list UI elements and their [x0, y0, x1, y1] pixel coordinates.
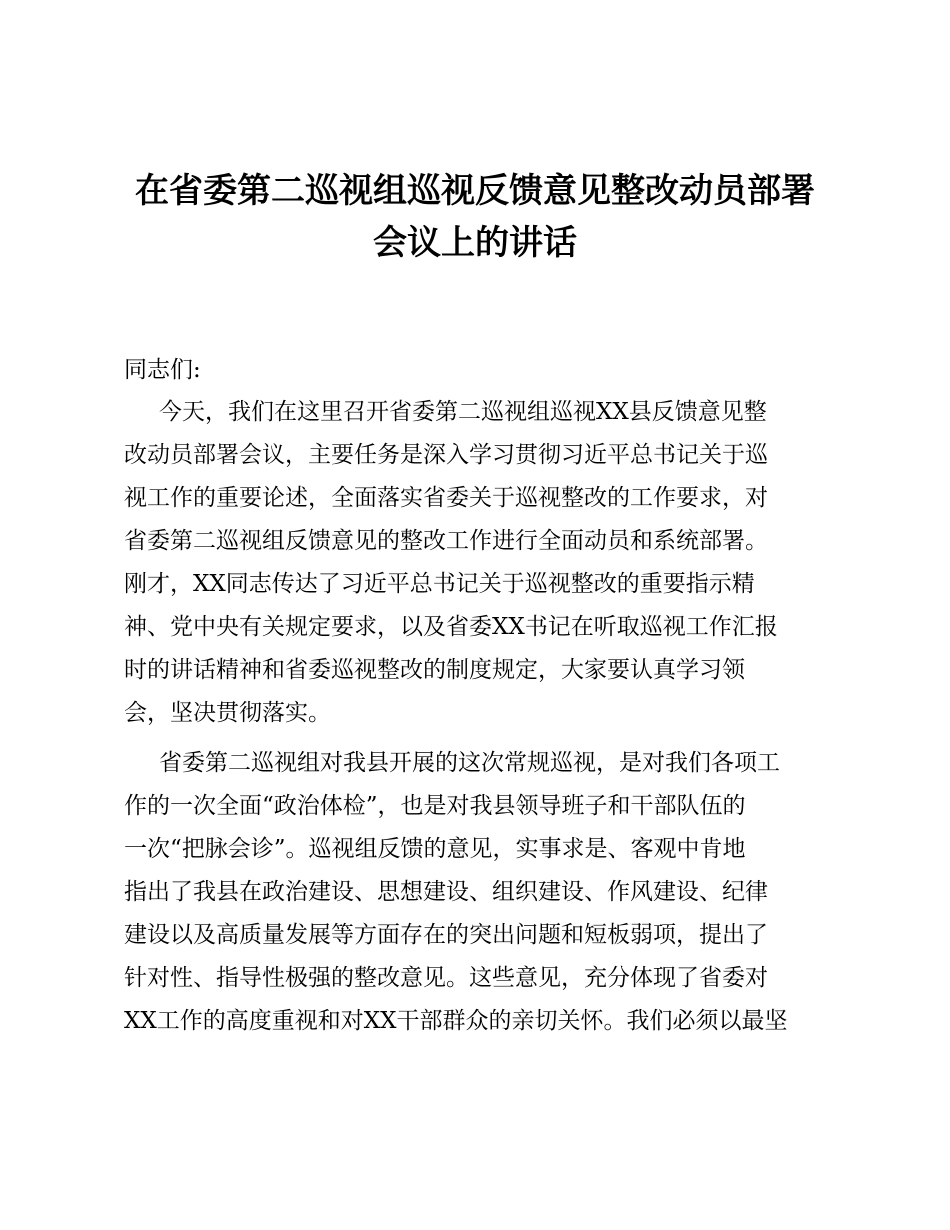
paragraph-line: 指出了我县在政治建设、思想建设、组织建设、作风建设、纪律 — [124, 879, 768, 905]
document-title-line-1: 在省委第二巡视组巡视反馈意见整改动员部署 — [135, 171, 815, 211]
document-title-line-2: 会议上的讲话 — [373, 223, 577, 263]
paragraph-line: 省委第二巡视组对我县开展的这次常规巡视，是对我们各项工 — [159, 750, 780, 776]
paragraph-line: 刚才，XX同志传达了习近平总书记关于巡视整改的重要指示精 — [124, 571, 755, 597]
paragraph-line: 针对性、指导性极强的整改意见。这些意见，充分体现了省委对 — [124, 965, 768, 991]
paragraph-line: 神、党中央有关规定要求，以及省委XX书记在听取巡视工作汇报 — [124, 614, 778, 640]
salutation: 同志们: — [124, 357, 201, 383]
paragraph-line: 一次“把脉会诊”。巡视组反馈的意见，实事求是、客观中肯地 — [124, 836, 746, 862]
paragraph-line: 视工作的重要论述，全面落实省委关于巡视整改的工作要求，对 — [124, 485, 768, 511]
paragraph-line: XX工作的高度重视和对XX干部群众的亲切关怀。我们必须以最坚 — [124, 1008, 788, 1034]
paragraph-line: 省委第二巡视组反馈意见的整改工作进行全面动员和系统部署。 — [124, 528, 768, 554]
paragraph-line: 今天，我们在这里召开省委第二巡视组巡视XX县反馈意见整 — [159, 399, 767, 425]
paragraph-line: 时的讲话精神和省委巡视整改的制度规定，大家要认真学习领 — [124, 657, 745, 683]
paragraph-line: 改动员部署会议，主要任务是深入学习贯彻习近平总书记关于巡 — [124, 442, 768, 468]
paragraph-line: 会，坚决贯彻落实。 — [124, 700, 331, 726]
paragraph-line: 作的一次全面“政治体检”，也是对我县领导班子和干部队伍的 — [124, 793, 746, 819]
paragraph-line: 建设以及高质量发展等方面存在的突出问题和短板弱项，提出了 — [124, 922, 768, 948]
